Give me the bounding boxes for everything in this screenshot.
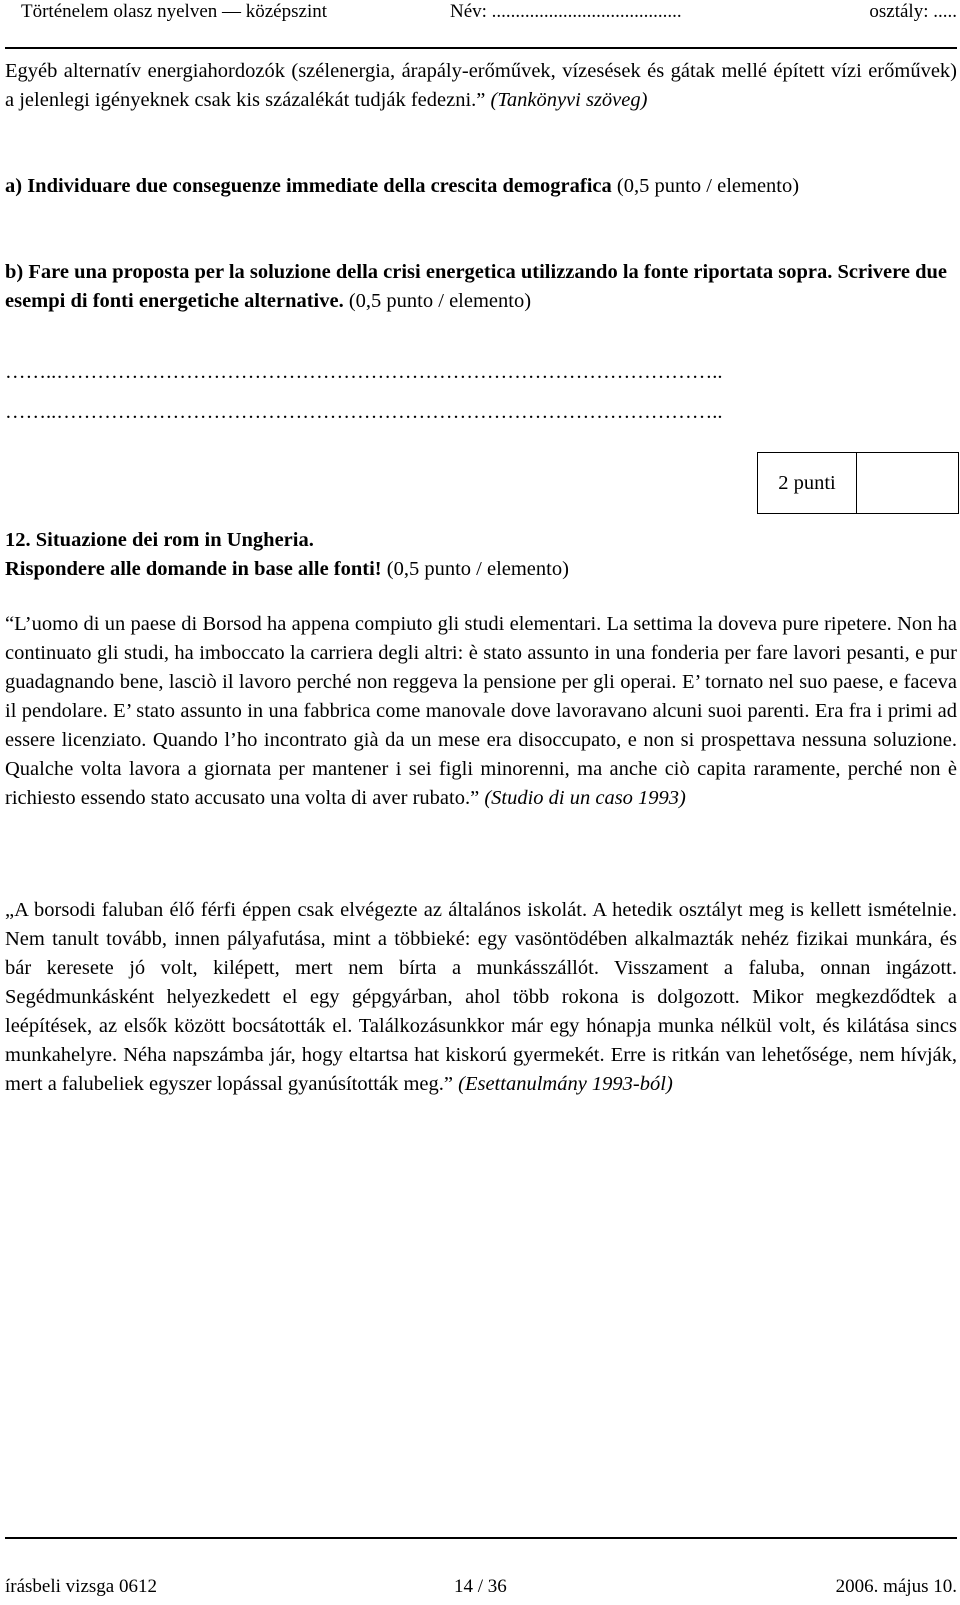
score-label: 2 punti [758, 453, 857, 513]
question-b-points: (0,5 punto / elemento) [343, 290, 532, 312]
task-12-instruction: Rispondere alle domande in base alle fonti! [5, 558, 382, 580]
header-divider [5, 47, 957, 49]
source-italian-citation: (Studio di un caso 1993) [479, 787, 686, 809]
source-hungarian-citation: (Esettanulmány 1993-ból) [453, 1073, 673, 1095]
footer-page-number: 14 / 36 [454, 1576, 507, 1597]
score-cell[interactable] [857, 453, 958, 513]
task-12-points: (0,5 punto / elemento) [381, 558, 569, 580]
intro-source-label: (Tankönyvi szöveg) [485, 89, 648, 111]
score-box [757, 452, 959, 514]
header-subject: Történelem olasz nyelven — középszint [21, 1, 328, 22]
source-italian [5, 610, 957, 813]
question-b-text: b) Fare una proposta per la soluzione della crisi energetica utilizzando la fonte riportata sopra. Scrivere due esempi di fonti energetiche alternative. [5, 261, 947, 312]
intro-source [5, 57, 957, 115]
header-class-field: osztály: ..... [869, 1, 957, 22]
page-header [5, 0, 957, 30]
header-name-field: Név: ........................................ [450, 1, 682, 22]
intro-text: Egyéb alternatív energiahordozók (szélenergia, árapály-erőművek, vízesések és gátak mellé épített vízi erőművek) a jelenlegi igényeknek csak kis százalékát tudják fedezni.” [5, 60, 957, 111]
question-b [5, 258, 957, 316]
footer-date: 2006. május 10. [835, 1576, 957, 1597]
source-hungarian [5, 896, 957, 1099]
task-12-title: 12. Situazione dei rom in Ungheria. [5, 529, 314, 551]
footer-exam: írásbeli vizsga 0612 [5, 1576, 157, 1597]
question-a [5, 172, 957, 201]
source-hungarian-text: „A borsodi faluban élő férfi éppen csak elvégezte az általános iskolát. A hetedik osztályt meg is kellett ismételnie. Nem tanult tovább, innen pályafutása, mint a többieké: egy vasöntödében alkalmazták nehéz fizikai munkára, és bár keresete jó volt, kilépett, mert nem bírta a munkásszállót. Visszament a faluba, onnan ingázott. Segédmunkásként helyezkedett el egy gépgyárban, ahol több rokona is dolgozott. Mikor megkezdődtek a leépítések, az elsők között bocsátották el. Találkozásunkkor már egy hónapja munka nélkül volt, és kilátása sincs munkahelyre. Néha napszámba jár, hogy eltartsa hat kiskorú gyermekét. Erre is ritkán van lehetősége, nem hívják, mert a falubeliek egyszer lopással gyanúsították meg.” [5, 899, 957, 1095]
answer-line-2[interactable]: ……..…………………………………………………………………………………….. [5, 401, 723, 423]
exam-page [5, 0, 957, 1605]
answer-line-1[interactable]: ……..…………………………………………………………………………………….. [5, 361, 723, 383]
question-a-points: (0,5 punto / elemento) [611, 175, 800, 197]
footer-divider [5, 1537, 957, 1539]
source-italian-text: “L’uomo di un paese di Borsod ha appena compiuto gli studi elementari. La settima la doveva pure ripetere. Non ha continuato gli studi, ha imboccato la carriera degli altri: è stato assunto in una fonderia per fare lavori pesanti, e pur guadagnando bene, lasciò il lavoro perché non reggeva la pensione per gli operai. E’ tornato nel suo paese, e faceva il pendolare. E’ stato assunto in una fabbrica come manovale dove lavoravano alcuni suoi parenti. Era fra i primi ad essere licenziato. Quando l’ho incontrato già da un mese era disoccupato, e non si prospettava nessuna soluzione. Qualche volta lavora a giornata per mantener i sei figli minorenni, ma anche ciò capita raramente, perché non è richiesto essendo stato accusato una volta di aver rubato.” [5, 613, 957, 809]
question-a-text: a) Individuare due conseguenze immediate della crescita demografica [5, 175, 612, 197]
task-12 [5, 526, 957, 584]
